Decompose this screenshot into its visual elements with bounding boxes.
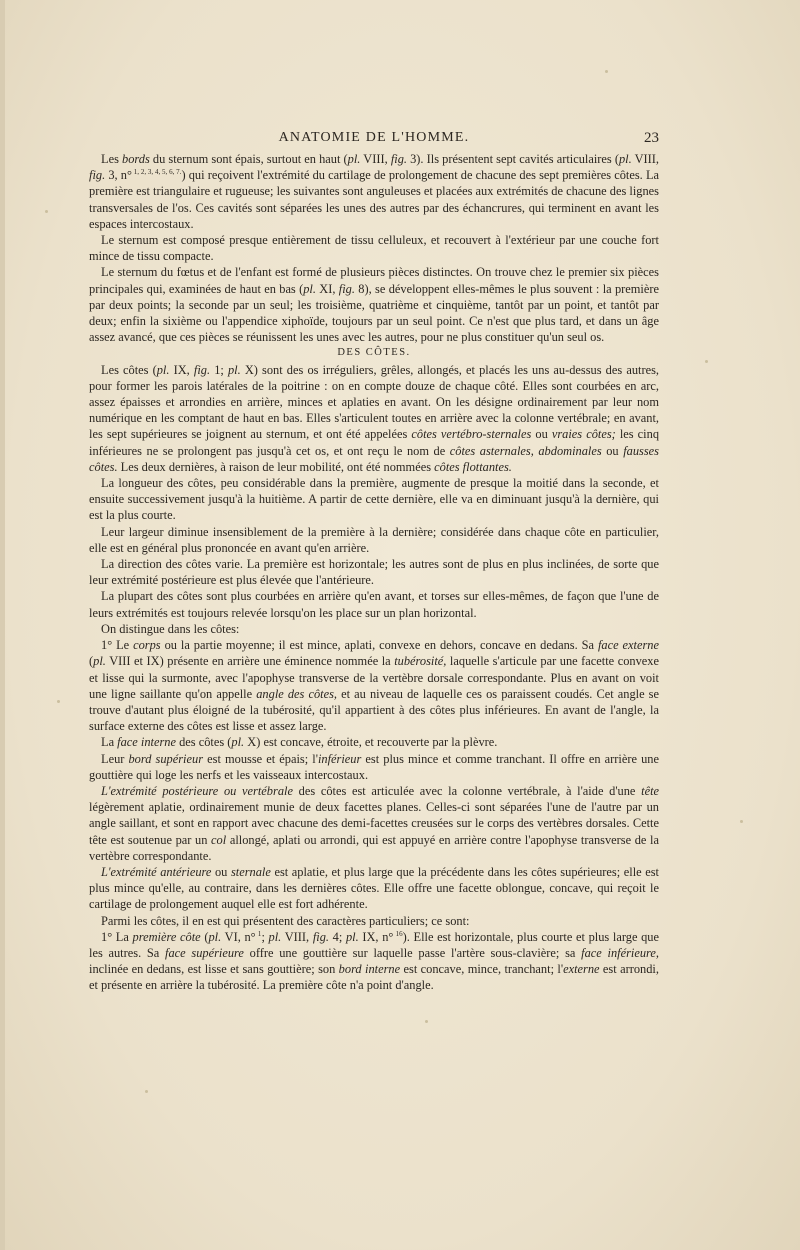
paragraph-cotes-particular: Parmi les côtes, il en est qui présentent des caractères particuliers; ce sont: (101, 913, 470, 928)
paper-speck (145, 1090, 148, 1093)
section-title: DES CÔTES. (337, 347, 411, 359)
paper-speck (57, 700, 60, 703)
paragraph-sternum-borders: Les bords du sternum sont épais, surtout en haut (pl. VIII, fig. 3). Ils présentent sept cavités articulaires (pl. VIII, fig. 3, n° $^{1, 2, 3, 4, 5, 6, 7.}$) qui reçoivent l'extrémité du cartilage de prolongement de chacune des sept premières côtes. La première est triangulaire et rugueuse; les suivantes sont anguleuses et placées aux extrémités de chacune des lignes transversales de l'os. Ces cavités sont séparées les unes des autres par des échancrures, qui terminent en avant les espaces intercostaux. (89, 152, 660, 231)
page-number: 23 (644, 130, 659, 146)
paragraph-sternum-tissue: Le sternum est composé presque entièrement de tissu celluleux, et recouvert à l'extérieur par une couche fort mince de tissu compacte. (89, 233, 659, 264)
paragraph-cotes-distinguish: On distingue dans les côtes: (101, 621, 240, 636)
paper-speck (740, 820, 743, 823)
paragraph-cotes-posterior-end: L'extrémité postérieure ou vertébrale des côtes est articulée avec la colonne vertébrale, à l'aide d'une tête légèrement aplatie, ordinairement munie de deux facettes planes. Celles-ci sont séparées l'une de l'autre par un angle saillant, et sont en rapport avec chacune des demi-facettes creusées sur le corps des vertèbres dorsales. Cette tête est soutenue par un col allongé, aplati ou arrondi, qui est appuyé en arrière contre l'apophyse transverse de la vertèbre correspondante. (89, 783, 660, 863)
paragraph-sternum-foetus: Le sternum du fœtus et de l'enfant est formé de plusieurs pièces distinctes. On trouve chez le premier six pièces principales qui, examinées de haut en bas (pl. XI, fig. 8), se développent elles-mêmes le plus souvent : la première par deux points; la seconde par un seul; les troisième, quatrième et cinquième, tantôt par un point, et tantôt par deux; enfin la sixième ou l'appendice xiphoïde, toujours par un seul point. Ce n'est que plus tard, et dans un âge assez avancé, que ces pièces se réunissent les unes avec les autres, pour ne plus constituer qu'un seul os. (89, 265, 659, 345)
paragraph-first-rib: 1° La première côte (pl. VI, n° $^1$; pl. VIII, fig. 4; pl. IX, n° $^{16}$). Elle est horizontale, plus courte et plus large que les autres. Sa face supérieure offre une gouttière sur laquelle passe l'artère sous-clavière; sa face inférieure, inclinée en dedans, est lisse et sans gouttière; son bord interne est concave, mince, tranchant; l'externe est arrondi, et présente en arrière la tubérosité. La première côte n'a point d'angle. (89, 929, 659, 993)
paper-speck (705, 360, 708, 363)
paragraph-cotes-borders: Leur bord supérieur est mousse et épais; l'inférieur est plus mince et comme tranchant. Il offre en arrière une gouttière qui loge les nerfs et les vaisseaux intercostaux. (89, 751, 659, 782)
paragraph-cotes-intro: Les côtes (pl. IX, fig. 1; pl. X) sont des os irréguliers, grêles, allongés, et placés les uns au-dessus des autres, pour former les parois latérales de la poitrine : on en compte douze de chaque côté. Elles sont courbées en arc, assez épaisses et arrondies en arrière, minces et aplaties en avant. On les désigne ordinairement par leur nom numérique en les comptant de haut en bas. Elles s'articulent toutes en arrière avec la colonne vertébrale; en avant, les sept supérieures se joignent au sternum, et ont été appelées côtes vertébro-sternales ou vraies côtes; les cinq inférieures ne se prolongent pas jusqu'à cet os, et ont reçu le nom de côtes asternales, abdominales ou fausses côtes. Les deux dernières, à raison de leur mobilité, ont été nommées côtes flottantes. (89, 362, 660, 474)
paragraph-cotes-body: 1° Le corps ou la partie moyenne; il est mince, aplati, convexe en dehors, concave en dedans. Sa face externe (pl. VIII et IX) présente en arrière une éminence nommée la tubérosité, laquelle s'articule par une facette convexe et lisse qui la surmonte, avec l'apophyse transverse de la vertèbre dorsale correspondante. Plus en avant on voit une ligne saillante qu'on appelle angle des côtes, et au niveau de laquelle ces os paraissent coudés. Cet angle se trouve d'autant plus éloigné de la tubérosité, qu'il appartient à des côtes plus inférieures. En avant de l'angle, la surface externe des côtes est lisse et assez large. (89, 638, 660, 734)
body-text (89, 151, 659, 994)
paragraph-cotes-internal-face: La face interne des côtes (pl. X) est concave, étroite, et recouverte par la plèvre. (101, 735, 498, 750)
paragraph-cotes-width: Leur largeur diminue insensiblement de la première à la dernière; considérée dans chaque côte en particulier, elle est en général plus prononcée en avant qu'en arrière. (89, 524, 659, 555)
paper-speck (425, 1020, 428, 1023)
paragraph-cotes-anterior-end: L'extrémité antérieure ou sternale est aplatie, et plus large que la précédente dans les côtes supérieures; elle est plus mince qu'elle, au contraire, dans les dernières côtes. Elle offre une facette oblongue, concave, qui reçoit le cartilage de prolongement auquel elle est fort adhérente. (89, 864, 659, 912)
paragraph-cotes-direction: La direction des côtes varie. La première est horizontale; les autres sont de plus en plus inclinées, de sorte que leur extrémité postérieure est plus élevée que l'antérieure. (89, 557, 659, 588)
paragraph-cotes-length: La longueur des côtes, peu considérable dans la première, augmente de presque la moitié dans la seconde, et ensuite successivement jusqu'à la huitième. A partir de cette dernière, elle va en diminuant jusqu'à la dernière, qui est la plus courte. (89, 476, 659, 523)
paper-speck (605, 70, 608, 73)
paragraph-cotes-curvature: La plupart des côtes sont plus courbées en arrière qu'en avant, et torses sur elles-mêmes, de façon que l'une de leurs extrémités est toujours relevée lorsqu'on les place sur un plan horizontal. (89, 589, 659, 620)
paper-speck (45, 210, 48, 213)
page-header (89, 130, 659, 150)
running-title: ANATOMIE DE L'HOMME. (278, 130, 470, 145)
